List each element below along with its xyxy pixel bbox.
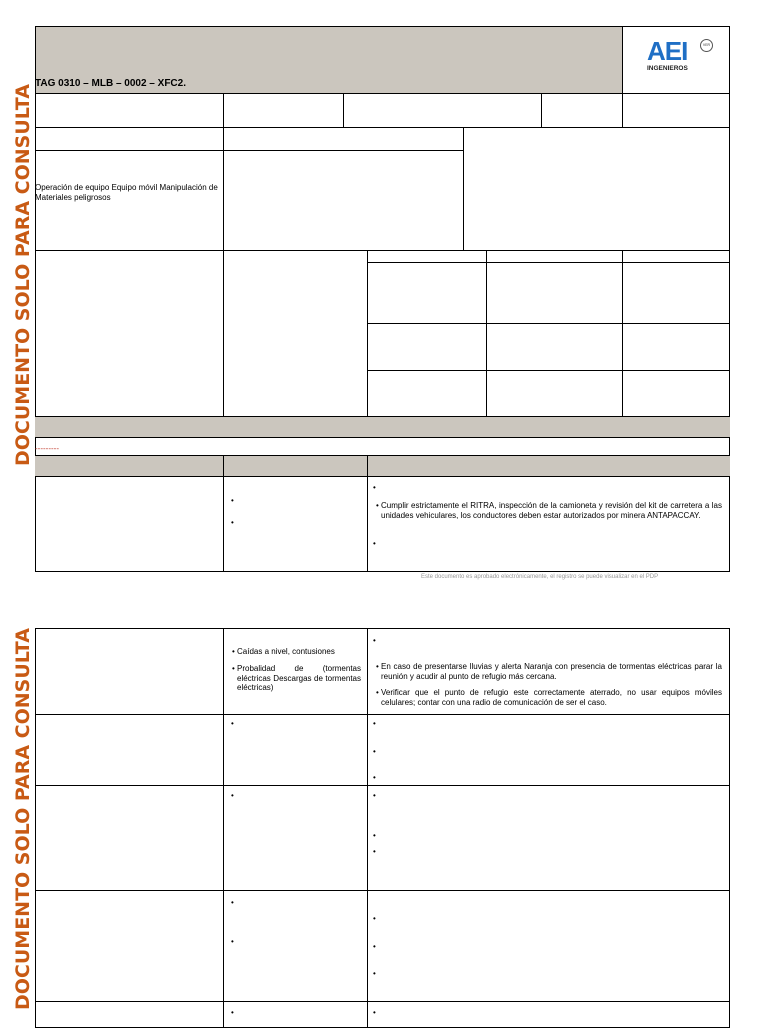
bullet-mark: • [373, 636, 376, 645]
logo-mark: AEI [647, 36, 688, 66]
control-measure: • En caso de presentarse lluvias y alerta Naranja con presencia de tormentas eléctricas parar la reunión y acudir al punto de refugio más cercana. [381, 662, 722, 681]
logo-seal: VER [700, 39, 713, 52]
control-measure: • Verificar que el punto de refugio este correctamente aterrado, no usar equipos móviles celulares; contar con una radio de comunicación de ser el caso. [381, 688, 722, 707]
bullet-mark: • [373, 1008, 376, 1017]
bullet-mark: • [373, 969, 376, 978]
activity-text: Operación de equipo Equipo móvil Manipulación de Materiales peligrosos [35, 183, 218, 202]
bullet-mark: • [231, 719, 234, 728]
bullet-mark: • [373, 831, 376, 840]
watermark-page1: DOCUMENTO SOLO PARA CONSULTA [12, 84, 34, 466]
bullet-mark: • [231, 496, 234, 505]
bullet-mark: • [373, 719, 376, 728]
bullet-mark: • [373, 942, 376, 951]
section-band-1 [35, 416, 730, 438]
form-table-page1 [35, 26, 730, 572]
hazard-item: • Caídas a nivel, contusiones [237, 647, 361, 657]
bullet-mark: • [231, 1008, 234, 1017]
control-measure: • Cumplir estrictamente el RITRA, inspección de la camioneta y revisión del kit de carretera a las unidades vehiculares, los conductores deben estar autorizados por minera ANTAPACCAY. [381, 501, 722, 520]
bullet-mark: • [373, 791, 376, 800]
bullet-mark: • [231, 791, 234, 800]
doc-code: TAG 0310 – MLB – 0002 – XFC2. [35, 78, 186, 89]
footer-note: Este documento es aprobado electrónicamente, el registro se puede visualizar en el PDP [421, 574, 659, 580]
hazard-item: • Probalidad de (tormentas eléctricas Descargas de tormentas eléctricas) [237, 664, 361, 693]
dash-mark: --------- [35, 444, 59, 453]
bullet-mark: • [373, 847, 376, 856]
bullet-mark: • [231, 937, 234, 946]
bullet-mark: • [373, 773, 376, 782]
logo-subtitle: INGENIEROS [647, 65, 688, 72]
watermark-page2: DOCUMENTO SOLO PARA CONSULTA [12, 628, 34, 1010]
bullet-mark: • [373, 539, 376, 548]
bullet-mark: • [373, 483, 376, 492]
section-band-2 [35, 455, 730, 477]
bullet-mark: • [373, 747, 376, 756]
bullet-mark: • [231, 518, 234, 527]
bullet-mark: • [373, 914, 376, 923]
bullet-mark: • [231, 898, 234, 907]
